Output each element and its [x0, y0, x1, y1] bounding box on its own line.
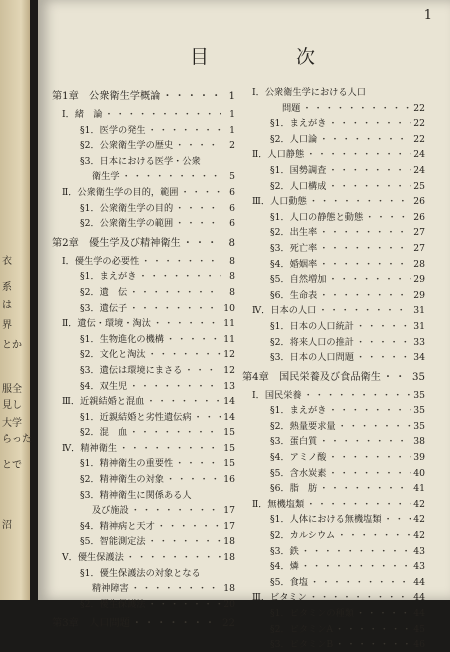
- toc-entry-page: 6: [229, 218, 235, 230]
- leader-dots: [328, 162, 411, 176]
- toc-entry-label: Ⅱ．遺伝・環境・淘汰: [62, 318, 151, 330]
- toc-entry-section: [52, 253, 235, 269]
- toc-entry-label: §1．まえがき: [80, 271, 137, 283]
- toc-entry-sub: [52, 518, 235, 534]
- toc-entry-label: §2．混 血: [80, 427, 128, 439]
- toc-entry-label: §5．智能測定法: [80, 536, 146, 548]
- toc-entry-label: §4．精神病と天才: [80, 520, 155, 532]
- toc-entry-cont: [242, 100, 425, 116]
- toc-title: 目 次: [190, 46, 350, 68]
- toc-entry-label: 衛生学: [92, 171, 120, 183]
- toc-entry-page: 8: [229, 286, 235, 298]
- toc-entry-page: 11: [223, 333, 235, 345]
- toc-entry-page: 42: [413, 530, 425, 542]
- toc-entry-label: Ⅰ．優生学の必要性: [62, 255, 140, 267]
- leader-dots: [328, 115, 411, 129]
- toc-entry-label: §1．国勢調査: [270, 164, 327, 176]
- toc-entry-sub: [52, 565, 235, 581]
- leader-dots: [131, 502, 221, 516]
- leader-dots: [328, 465, 411, 479]
- toc-entry-page: 22: [413, 133, 425, 145]
- toc-entry-sub: [242, 271, 425, 287]
- toc-entry-label: §6．生命表: [270, 289, 318, 301]
- toc-entry-cont: [52, 168, 235, 184]
- leader-dots: [153, 315, 221, 329]
- leader-dots: [166, 331, 221, 345]
- toc-entry-chapter: [242, 368, 425, 387]
- toc-entry-section: [242, 84, 425, 100]
- toc-entry-page: 34: [413, 352, 425, 364]
- toc-entry-sub: [52, 153, 235, 169]
- toc-entry-page: 22: [222, 618, 235, 630]
- leader-dots: [319, 131, 411, 145]
- toc-entry-label: 問題: [282, 102, 301, 114]
- adjacent-page-text: 系: [2, 282, 12, 293]
- toc-entry-page: 29: [413, 289, 425, 301]
- toc-entry-label: §5．食塩: [270, 576, 309, 588]
- toc-entry-label: §5．自然増加: [270, 274, 327, 286]
- toc-entry-page: 42: [413, 498, 425, 510]
- toc-entry-page: 1: [229, 124, 235, 136]
- leader-dots: [157, 518, 221, 532]
- leader-dots: [356, 605, 411, 619]
- leader-dots: [175, 137, 221, 151]
- toc-entry-page: 17: [223, 505, 235, 517]
- toc-entry-sub: [242, 209, 425, 225]
- leader-dots: [328, 271, 411, 285]
- toc-entry-label: Ⅴ．優生保護法: [62, 552, 124, 564]
- leader-dots: [132, 614, 220, 629]
- toc-entry-sub: [242, 349, 425, 365]
- toc-entry-section: [242, 496, 425, 512]
- leader-dots: [337, 527, 411, 541]
- toc-entry-page: 1: [229, 109, 235, 120]
- toc-entry-label: §3．日本における医学・公衆: [80, 155, 201, 167]
- toc-entry-chapter: [52, 234, 235, 253]
- toc-entry-sub: [242, 256, 425, 272]
- toc-entry-page: 43: [413, 545, 425, 557]
- toc-entry-page: 40: [413, 467, 425, 479]
- toc-entry-sub: [242, 224, 425, 240]
- toc-entry-label: §1．優生保護法の対象となる: [80, 567, 201, 579]
- toc-entry-section: [52, 440, 235, 456]
- toc-entry-page: 13: [223, 380, 235, 392]
- toc-entry-label: §1．人体における無機塩類: [270, 514, 382, 526]
- toc-entry-label: Ⅳ．精神衛生: [62, 442, 118, 454]
- toc-entry-page: 44: [413, 576, 425, 588]
- toc-entry-page: 28: [413, 258, 425, 270]
- toc-entry-label: §1．まえがき: [270, 405, 327, 417]
- toc-entry-page: 2: [229, 140, 235, 152]
- toc-entry-label: Ⅱ．無機塩類: [252, 498, 305, 510]
- toc-entry-page: 41: [413, 483, 425, 495]
- leader-dots: [148, 596, 221, 610]
- toc-entry-chapter: [52, 87, 235, 106]
- leader-dots: [175, 215, 221, 229]
- toc-entry-page: 29: [413, 274, 425, 286]
- leader-dots: [148, 346, 221, 360]
- toc-entry-label: §3．死亡率: [270, 242, 318, 254]
- toc-entry-page: 6: [229, 202, 235, 214]
- toc-entry-sub: [242, 465, 425, 481]
- leader-dots: [183, 234, 221, 249]
- toc-entry-label: §2．精神衛生の対象: [80, 474, 164, 486]
- toc-entry-label: 精神障害: [92, 583, 129, 595]
- leader-dots: [319, 224, 411, 238]
- leader-dots: [319, 480, 411, 494]
- toc-entry-sub: [52, 284, 235, 300]
- toc-entry-sub: [52, 362, 235, 378]
- toc-entry-label: §3．鉄: [270, 545, 299, 557]
- toc-entry-page: 8: [229, 271, 235, 283]
- toc-entry-page: 26: [413, 211, 425, 223]
- toc-entry-page: 8: [228, 237, 235, 249]
- toc-entry-section: [52, 106, 235, 122]
- toc-entry-label: §2．人口構成: [270, 180, 327, 192]
- toc-entry-label: §3．遺伝子: [80, 302, 128, 314]
- toc-entry-label: 第3章 人口問題: [52, 618, 130, 630]
- leader-dots: [356, 349, 411, 363]
- toc-entry-section: [242, 387, 425, 403]
- adjacent-page-text: 大学: [2, 418, 22, 429]
- toc-entry-page: 10: [223, 302, 235, 314]
- toc-column-right: [242, 84, 425, 652]
- adjacent-page-text: 沼: [2, 520, 12, 531]
- toc-entry-page: 18: [223, 552, 235, 564]
- leader-dots: [356, 334, 411, 348]
- toc-entry-label: §2．熱量要求量: [270, 420, 336, 432]
- toc-entry-sub: [242, 162, 425, 178]
- leader-dots: [310, 574, 411, 588]
- toc-entry-label: §2．出生率: [270, 227, 318, 239]
- toc-entry-sub: [242, 433, 425, 449]
- toc-entry-page: 24: [413, 164, 425, 176]
- toc-entry-sub: [52, 346, 235, 362]
- toc-entry-section: [242, 193, 425, 209]
- leader-dots: [318, 302, 411, 316]
- toc-entry-sub: [242, 574, 425, 590]
- toc-entry-sub: [242, 621, 425, 637]
- leader-dots: [138, 268, 221, 282]
- toc-entry-sub: [242, 605, 425, 621]
- toc-entry-cont: [52, 580, 235, 596]
- toc-entry-page: 35: [413, 405, 425, 417]
- toc-entry-page: 1: [228, 91, 235, 102]
- toc-entry-page: 6: [229, 186, 235, 198]
- leader-dots: [302, 100, 411, 114]
- toc-entry-sub: [242, 287, 425, 303]
- toc-entry-label: Ⅰ．公衆衛生学における人口: [252, 87, 366, 98]
- toc-entry-page: 42: [413, 514, 425, 526]
- leader-dots: [356, 318, 411, 332]
- toc-entry-page: 43: [413, 561, 425, 573]
- toc-entry-sub: [52, 596, 235, 612]
- toc-entry-section: [52, 315, 235, 331]
- leader-dots: [129, 424, 221, 438]
- toc-entry-label: §3．蛋白質: [270, 436, 318, 448]
- leader-dots: [328, 449, 411, 463]
- adjacent-page-text: は: [2, 300, 12, 311]
- toc-entry-sub: [52, 487, 235, 503]
- leader-dots: [384, 511, 411, 525]
- toc-entry-page: 11: [223, 318, 235, 330]
- toc-entry-sub: [52, 471, 235, 487]
- toc-entry-sub: [242, 480, 425, 496]
- toc-entry-page: 14: [223, 396, 235, 408]
- toc-entry-page: 31: [413, 305, 425, 317]
- leader-dots: [126, 549, 221, 563]
- toc-entry-sub: [52, 215, 235, 231]
- toc-entry-label: §2．ビタミンA: [270, 623, 334, 635]
- toc-entry-label: §3．ビタミンB: [270, 639, 334, 651]
- leader-dots: [104, 106, 221, 120]
- toc-entry-label: Ⅲ．人口動態: [252, 196, 307, 208]
- toc-page: [38, 0, 450, 651]
- toc-entry-page: 44: [413, 608, 425, 619]
- toc-entry-label: §5．含水炭素: [270, 467, 327, 479]
- toc-entry-page: 18: [223, 583, 235, 595]
- leader-dots: [166, 471, 221, 485]
- leader-dots: [319, 256, 411, 270]
- toc-entry-sub: [242, 178, 425, 194]
- toc-entry-page: 35: [413, 389, 425, 401]
- adjacent-page-text: 服全: [2, 384, 22, 395]
- toc-entry-sub: [242, 527, 425, 543]
- toc-entry-sub: [242, 449, 425, 465]
- toc-entry-sub: [242, 240, 425, 256]
- adjacent-page-edge: [0, 0, 30, 600]
- toc-entry-label: §2．優生保護法: [80, 598, 146, 610]
- toc-entry-page: 15: [223, 427, 235, 439]
- toc-entry-label: §6．脂 肪: [270, 483, 318, 495]
- adjacent-page-text: 界: [2, 320, 12, 331]
- toc-entry-label: 第4章 国民栄養及び食品衛生: [242, 371, 381, 383]
- toc-entry-sub: [52, 122, 235, 138]
- toc-entry-label: §2．将来人口の推計: [270, 336, 354, 348]
- toc-entry-section: [242, 302, 425, 318]
- toc-entry-label: 及び施設: [92, 505, 129, 517]
- toc-entry-page: 25: [413, 180, 425, 192]
- toc-entry-page: 12: [223, 349, 235, 361]
- adjacent-page-text: とで: [2, 460, 22, 471]
- toc-entry-cont: [52, 502, 235, 518]
- toc-entry-label: §4．婚姻率: [270, 258, 318, 270]
- toc-entry-page: 27: [413, 242, 425, 254]
- leader-dots: [131, 580, 221, 594]
- page-number: 1: [423, 8, 432, 23]
- toc-entry-label: Ⅰ．国民栄養: [252, 389, 302, 401]
- toc-entry-label: §1．ビタミンの種類: [270, 608, 354, 619]
- leader-dots: [148, 122, 221, 136]
- toc-entry-section: [242, 589, 425, 605]
- toc-entry-label: §1．生物進化の機構: [80, 333, 164, 345]
- toc-entry-sub: [242, 418, 425, 434]
- toc-entry-label: 第2章 優生学及び精神衛生: [52, 237, 181, 249]
- toc-entry-page: 33: [413, 336, 425, 348]
- toc-entry-page: 27: [413, 227, 425, 239]
- leader-dots: [383, 368, 410, 383]
- leader-dots: [309, 589, 411, 603]
- toc-entry-page: 35: [413, 420, 425, 432]
- leader-dots: [301, 543, 411, 557]
- leader-dots: [129, 284, 221, 298]
- toc-entry-label: §4．燐: [270, 561, 299, 573]
- toc-entry-page: 31: [413, 320, 425, 332]
- toc-entry-sub: [242, 402, 425, 418]
- toc-entry-page: 14: [223, 411, 235, 423]
- toc-entry-sub: [242, 318, 425, 334]
- leader-dots: [141, 253, 221, 267]
- toc-entry-page: 8: [229, 255, 235, 267]
- leader-dots: [119, 440, 221, 454]
- toc-entry-sub: [52, 409, 235, 425]
- toc-entry-label: §1．公衆衛生学の目的: [80, 202, 174, 214]
- toc-column-left: [52, 84, 235, 633]
- toc-entry-section: [52, 184, 235, 200]
- toc-entry-label: §1．まえがき: [270, 118, 327, 130]
- leader-dots: [319, 433, 411, 447]
- toc-entry-label: Ⅰ．緒 論: [62, 109, 103, 120]
- toc-entry-sub: [52, 300, 235, 316]
- adjacent-page-text: 見し: [2, 400, 22, 411]
- toc-entry-sub: [242, 334, 425, 350]
- toc-entry-sub: [52, 533, 235, 549]
- toc-entry-page: 20: [223, 598, 235, 610]
- toc-entry-sub: [52, 200, 235, 216]
- toc-entry-page: 15: [223, 458, 235, 470]
- leader-dots: [328, 178, 411, 192]
- leader-dots: [175, 200, 221, 214]
- leader-dots: [181, 184, 222, 198]
- toc-entry-sub: [242, 115, 425, 131]
- leader-dots: [338, 418, 411, 432]
- toc-entry-page: 24: [413, 149, 425, 161]
- toc-entry-section: [242, 146, 425, 162]
- toc-entry-label: §1．医学の発生: [80, 124, 146, 136]
- leader-dots: [194, 409, 221, 423]
- toc-entry-label: §2．カルシウム: [270, 530, 336, 542]
- toc-entry-page: 45: [413, 623, 425, 635]
- toc-entry-page: 17: [223, 520, 235, 532]
- toc-entry-label: §2．文化と淘汰: [80, 349, 146, 361]
- toc-entry-page: 46: [413, 639, 425, 651]
- toc-entry-label: Ⅲ．ビタミン: [252, 592, 307, 604]
- leader-dots: [328, 402, 411, 416]
- leader-dots: [148, 533, 221, 547]
- leader-dots: [309, 193, 411, 207]
- toc-entry-label: Ⅲ．近親結婚と混血: [62, 396, 145, 408]
- toc-entry-sub: [52, 137, 235, 153]
- toc-entry-page: 15: [223, 442, 235, 454]
- toc-entry-page: 22: [413, 102, 425, 114]
- leader-dots: [335, 621, 411, 635]
- toc-entry-page: 5: [229, 171, 235, 183]
- toc-entry-page: 12: [223, 364, 235, 376]
- leader-dots: [335, 636, 411, 650]
- leader-dots: [319, 287, 411, 301]
- toc-entry-sub: [242, 543, 425, 559]
- toc-entry-label: Ⅱ．人口静態: [252, 149, 305, 161]
- leader-dots: [162, 87, 221, 102]
- toc-entry-label: §2．遺 伝: [80, 286, 128, 298]
- toc-entry-page: 22: [413, 118, 425, 130]
- toc-entry-label: §1．近親結婚と劣性遺伝病: [80, 411, 192, 423]
- toc-entry-label: §1．人口の静態と動態: [270, 211, 364, 223]
- leader-dots: [184, 362, 221, 376]
- leader-dots: [301, 558, 411, 572]
- toc-entry-page: 44: [413, 592, 425, 604]
- toc-entry-label: §1．日本の人口統計: [270, 320, 354, 332]
- toc-entry-label: §3．精神衛生に関係ある人: [80, 489, 192, 501]
- toc-entry-label: §2．公衆衛生学の歴史: [80, 140, 174, 152]
- toc-entry-page: 16: [223, 474, 235, 486]
- leader-dots: [306, 496, 411, 510]
- toc-entry-sub: [242, 511, 425, 527]
- toc-entry-section: [52, 393, 235, 409]
- leader-dots: [306, 146, 411, 160]
- leader-dots: [129, 378, 221, 392]
- toc-entry-section: [52, 549, 235, 565]
- toc-entry-label: §3．遺伝は環境にまさる: [80, 364, 183, 376]
- toc-entry-page: 39: [413, 452, 425, 464]
- toc-entry-page: 38: [413, 436, 425, 448]
- toc-entry-sub: [52, 455, 235, 471]
- toc-entry-label: Ⅱ．公衆衛生学の目的，範囲: [62, 186, 179, 198]
- leader-dots: [129, 300, 221, 314]
- toc-entry-sub: [52, 268, 235, 284]
- toc-entry-label: §3．日本の人口問題: [270, 352, 354, 364]
- toc-entry-label: §4．アミノ酸: [270, 452, 327, 464]
- toc-entry-sub: [52, 378, 235, 394]
- adjacent-page-text: 衣: [2, 256, 12, 267]
- toc-entry-chapter: [52, 614, 235, 633]
- leader-dots: [175, 455, 221, 469]
- toc-entry-sub: [52, 424, 235, 440]
- toc-entry-label: §2．公衆衛生学の範囲: [80, 218, 174, 230]
- toc-entry-sub: [242, 131, 425, 147]
- toc-entry-sub: [242, 636, 425, 652]
- toc-entry-page: 35: [412, 371, 425, 383]
- adjacent-page-text: とか: [2, 340, 22, 351]
- toc-entry-label: §2．人口論: [270, 133, 318, 145]
- toc-entry-label: 第1章 公衆衛生学概論: [52, 91, 161, 102]
- toc-entry-sub: [52, 331, 235, 347]
- leader-dots: [319, 240, 411, 254]
- toc-entry-label: §4．双生児: [80, 380, 128, 392]
- leader-dots: [122, 168, 221, 182]
- toc-entry-label: §1．精神衛生の重要性: [80, 458, 174, 470]
- toc-entry-label: Ⅳ．日本の人口: [252, 305, 317, 317]
- toc-entry-page: 18: [223, 536, 235, 548]
- adjacent-page-text: らった: [2, 434, 32, 445]
- toc-entry-sub: [242, 558, 425, 574]
- leader-dots: [146, 393, 221, 407]
- toc-entry-page: 26: [413, 196, 425, 208]
- leader-dots: [365, 209, 411, 223]
- leader-dots: [304, 387, 411, 401]
